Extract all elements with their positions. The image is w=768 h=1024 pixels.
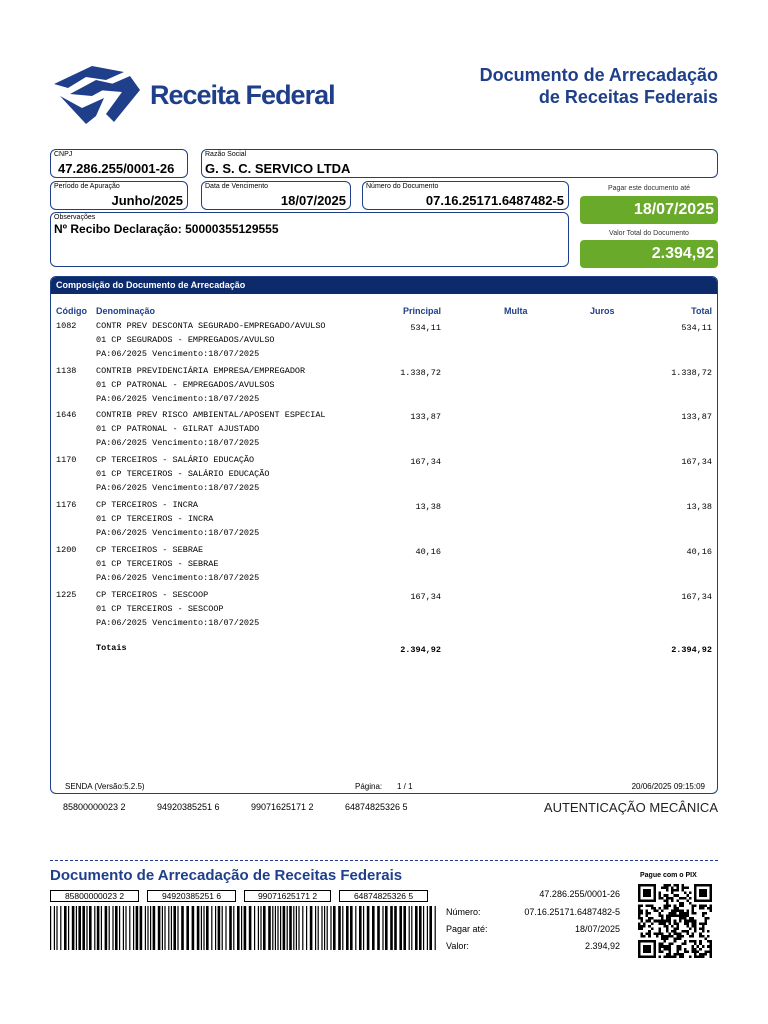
row-periodo: PA:06/2025 Vencimento:18/07/2025 — [96, 438, 260, 448]
composition-panel — [50, 276, 718, 794]
receita-federal-logo-icon — [52, 64, 142, 126]
row-total: 167,34 — [681, 592, 712, 602]
row-subitem: 01 CP TERCEIROS - SEBRAE — [96, 559, 219, 569]
codeline-block-4: 64874825326 5 — [345, 802, 408, 812]
senda-version: SENDA (Versão:5.2.5) — [65, 782, 145, 791]
slip-cnpj: 47.286.255/0001-26 — [539, 889, 620, 899]
vencimento-value: 18/07/2025 — [280, 193, 346, 208]
row-denominacao: CP TERCEIROS - SALÁRIO EDUCAÇÃO — [96, 455, 255, 465]
row-principal: 1.338,72 — [400, 368, 441, 378]
totals-principal: 2.394,92 — [400, 645, 441, 655]
row-periodo: PA:06/2025 Vencimento:18/07/2025 — [96, 528, 260, 538]
row-principal: 13,38 — [415, 502, 441, 512]
row-total: 534,11 — [681, 323, 712, 333]
slip-codeline-4: 64874825326 5 — [339, 890, 428, 902]
emission-datetime: 20/06/2025 09:15:09 — [631, 782, 705, 791]
table-row — [51, 500, 717, 544]
totals-total: 2.394,92 — [671, 645, 712, 655]
cnpj-value: 47.286.255/0001-26 — [58, 161, 175, 176]
row-subitem: 01 CP TERCEIROS - INCRA — [96, 514, 214, 524]
razao-social-value: G. S. C. SERVICO LTDA — [205, 161, 351, 176]
row-total: 13,38 — [686, 502, 712, 512]
slip-pagar-value: 18/07/2025 — [574, 924, 620, 934]
slip-pagar-label: Pagar até: — [446, 924, 488, 934]
observacoes-box — [50, 212, 569, 267]
pagar-ate-label: Pagar este documento até — [607, 185, 691, 192]
cnpj-box — [50, 149, 188, 178]
row-total: 40,16 — [686, 547, 712, 557]
observacoes-value: Nº Recibo Declaração: 50000355129555 — [54, 222, 279, 236]
periodo-value: Junho/2025 — [111, 193, 183, 208]
row-principal: 167,34 — [410, 592, 441, 602]
pix-qr-code — [638, 884, 712, 958]
numero-documento-value: 07.16.25171.6487482-5 — [425, 193, 564, 208]
pagina-label: Página: — [355, 782, 383, 791]
table-row — [51, 410, 717, 454]
valor-total-value: 2.394,92 — [580, 240, 718, 268]
col-total: Total — [691, 306, 712, 316]
observacoes-label: Observações — [54, 214, 96, 221]
barcode — [50, 906, 436, 950]
cut-line — [50, 860, 718, 861]
codeline-block-3: 99071625171 2 — [251, 802, 314, 812]
col-denominacao: Denominação — [96, 306, 156, 316]
codeline-block-2: 94920385251 6 — [157, 802, 220, 812]
row-codigo: 1082 — [56, 321, 77, 331]
row-denominacao: CP TERCEIROS - SEBRAE — [96, 545, 204, 555]
razao-social-label: Razão Social — [205, 151, 247, 158]
slip-codeline-1: 85800000023 2 — [50, 890, 139, 902]
row-principal: 133,87 — [410, 412, 441, 422]
row-codigo: 1176 — [56, 500, 77, 510]
codeline-block-1: 85800000023 2 — [63, 802, 126, 812]
numero-documento-box — [362, 181, 569, 210]
row-denominacao: CONTRIB PREVIDENCIÁRIA EMPRESA/EMPREGADOR — [96, 366, 306, 376]
row-codigo: 1138 — [56, 366, 77, 376]
row-codigo: 1200 — [56, 545, 77, 555]
slip-numero-label: Número: — [446, 907, 481, 917]
pix-label: Pague com o PIX — [640, 872, 697, 879]
slip-valor-value: 2.394,92 — [584, 941, 620, 951]
vencimento-label: Data de Vencimento — [205, 183, 269, 190]
totals-row — [51, 643, 717, 687]
row-codigo: 1646 — [56, 410, 77, 420]
document-title — [480, 64, 718, 108]
row-periodo: PA:06/2025 Vencimento:18/07/2025 — [96, 394, 260, 404]
row-subitem: 01 CP PATRONAL - GILRAT AJUSTADO — [96, 424, 260, 434]
razao-social-box — [201, 149, 718, 178]
col-codigo: Código — [56, 306, 87, 316]
valor-total-label: Valor Total do Documento — [609, 230, 689, 237]
pagina-value: 1 / 1 — [397, 782, 413, 791]
row-denominacao: CONTRIB PREV RISCO AMBIENTAL/APOSENT ESPECIAL — [96, 410, 326, 420]
row-subitem: 01 CP TERCEIROS - SALÁRIO EDUCAÇÃO — [96, 469, 270, 479]
row-denominacao: CONTR PREV DESCONTA SEGURADO-EMPREGADO/AVULSO — [96, 321, 326, 331]
table-row — [51, 590, 717, 634]
periodo-label: Período de Apuração — [54, 183, 120, 190]
table-row — [51, 366, 717, 410]
numero-documento-label: Número do Documento — [366, 183, 439, 190]
row-total: 133,87 — [681, 412, 712, 422]
vencimento-box — [201, 181, 351, 210]
row-periodo: PA:06/2025 Vencimento:18/07/2025 — [96, 483, 260, 493]
row-denominacao: CP TERCEIROS - SESCOOP — [96, 590, 209, 600]
row-total: 1.338,72 — [671, 368, 712, 378]
logo-text: Receita Federal — [150, 80, 335, 110]
pagar-ate-value: 18/07/2025 — [580, 196, 718, 224]
col-multa: Multa — [504, 306, 528, 316]
row-codigo: 1170 — [56, 455, 77, 465]
slip-codeline-2: 94920385251 6 — [147, 890, 236, 902]
row-periodo: PA:06/2025 Vencimento:18/07/2025 — [96, 618, 260, 628]
row-codigo: 1225 — [56, 590, 77, 600]
totals-label: Totais — [96, 643, 127, 653]
autenticacao-mecanica: AUTENTICAÇÃO MECÂNICA — [543, 800, 718, 815]
row-subitem: 01 CP PATRONAL - EMPREGADOS/AVULSOS — [96, 380, 275, 390]
slip-numero-value: 07.16.25171.6487482-5 — [524, 907, 620, 917]
table-row — [51, 455, 717, 499]
row-principal: 40,16 — [415, 547, 441, 557]
cnpj-label: CNPJ — [54, 151, 73, 158]
row-principal: 534,11 — [410, 323, 441, 333]
row-denominacao: CP TERCEIROS - INCRA — [96, 500, 199, 510]
document-title-line1: Documento de Arrecadação — [479, 65, 718, 85]
composition-title: Composição do Documento de Arrecadação — [51, 277, 717, 294]
row-periodo: PA:06/2025 Vencimento:18/07/2025 — [96, 349, 260, 359]
table-row — [51, 545, 717, 589]
row-subitem: 01 CP SEGURADOS - EMPREGADOS/AVULSO — [96, 335, 275, 345]
row-total: 167,34 — [681, 457, 712, 467]
col-principal: Principal — [402, 306, 441, 316]
slip-title: Documento de Arrecadação de Receitas Federais — [50, 867, 403, 884]
row-subitem: 01 CP TERCEIROS - SESCOOP — [96, 604, 224, 614]
slip-valor-label: Valor: — [446, 941, 469, 951]
document-title-line2: de Receitas Federais — [538, 87, 718, 107]
periodo-box — [50, 181, 188, 210]
slip-codeline-3: 99071625171 2 — [244, 890, 331, 902]
table-row — [51, 321, 717, 365]
col-juros: Juros — [590, 306, 615, 316]
row-principal: 167,34 — [410, 457, 441, 467]
row-periodo: PA:06/2025 Vencimento:18/07/2025 — [96, 573, 260, 583]
